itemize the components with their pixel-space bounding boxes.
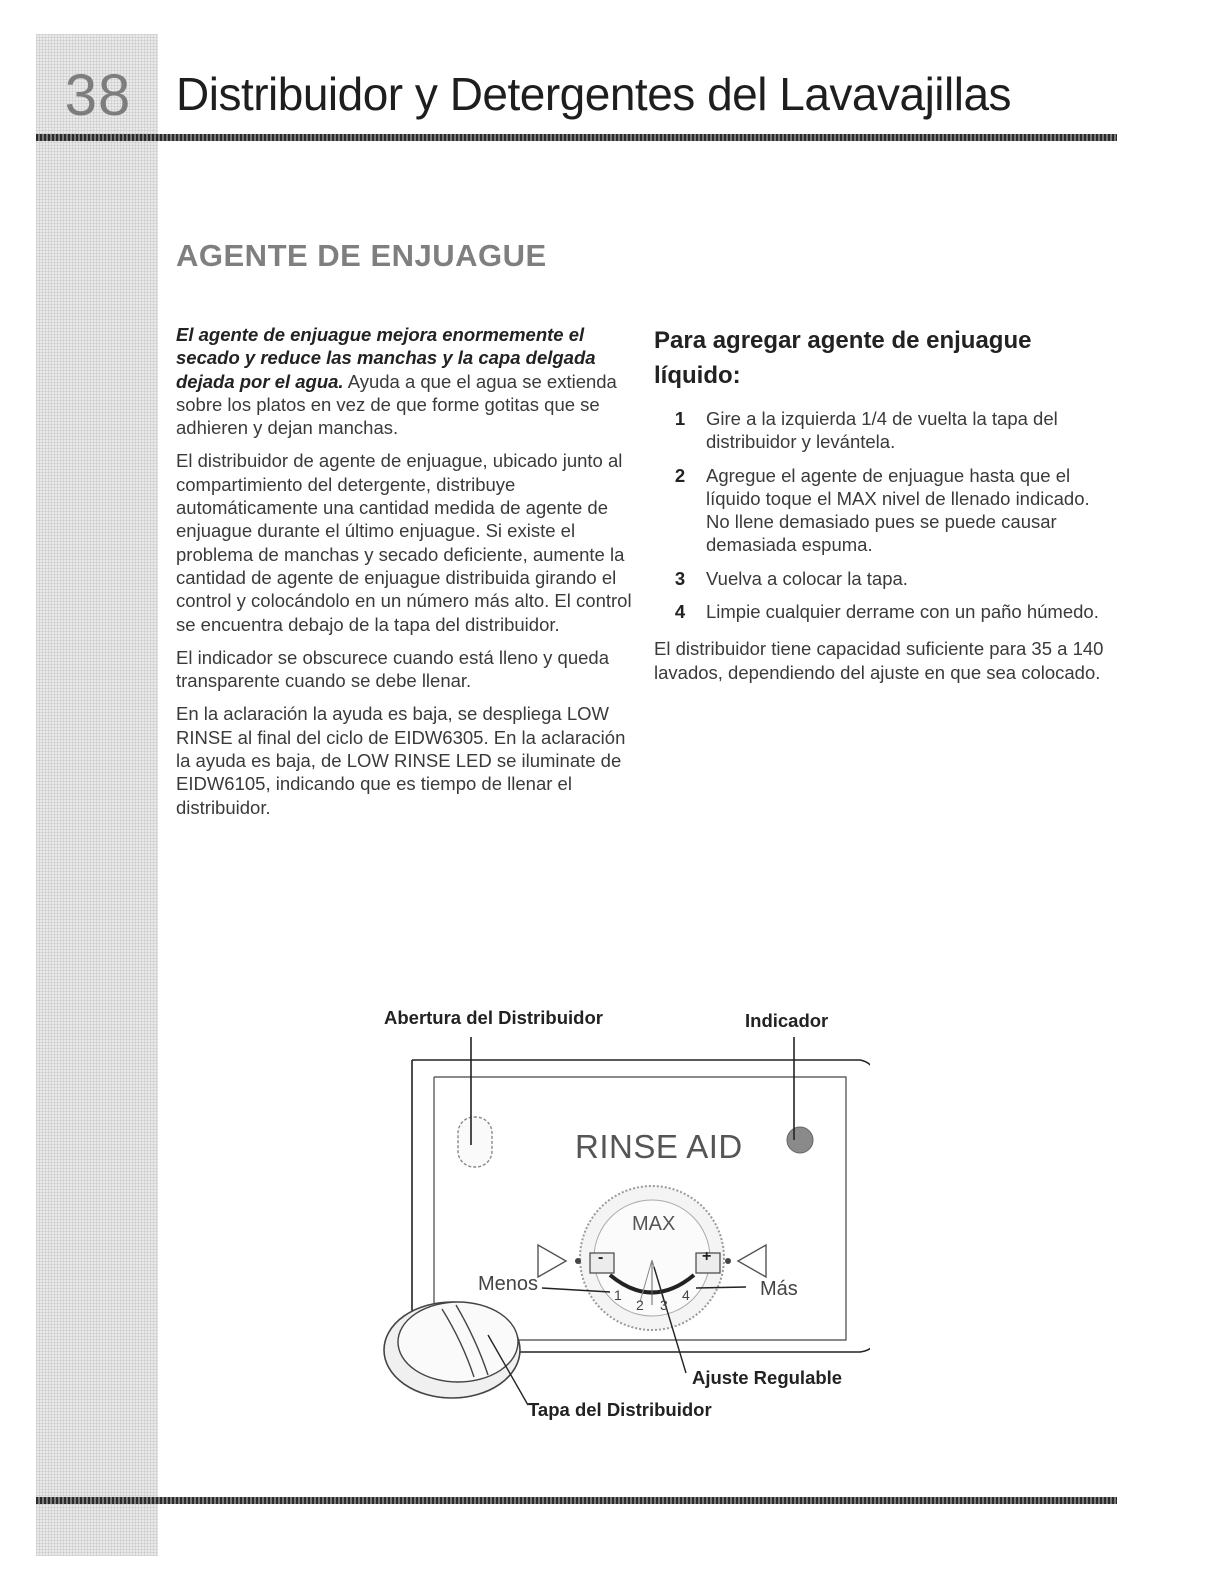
indicator-paragraph: El indicador se obscurece cuando está lleno y queda transparente cuando se debe llenar. — [176, 646, 609, 692]
header-rule — [36, 134, 1117, 141]
low-rinse-paragraph: En la aclaración la ayuda es baja, se despliega LOW RINSE al final del ciclo de EIDW6305. En la aclaración la ayuda es baja, de LOW RINSE LED se iluminate de EIDW6105, indicando que es tiempo de llenar el distribuidor. — [176, 703, 626, 818]
page-title: Distribuidor y Detergentes del Lavavajillas — [176, 68, 1012, 120]
indicator-icon — [787, 1127, 813, 1153]
cap-label: Tapa del Distribuidor — [528, 1399, 712, 1420]
less-label: Menos — [478, 1273, 539, 1295]
more-leader-line — [696, 1287, 746, 1288]
step-number: 4 — [674, 601, 686, 623]
minus-sign: - — [598, 1249, 604, 1266]
list-item — [654, 407, 1104, 454]
right-column — [654, 323, 1104, 684]
decorative-side-band — [36, 34, 158, 1556]
list-item — [654, 567, 1104, 590]
max-label: MAX — [632, 1213, 676, 1235]
capacity-note: El distribuidor tiene capacidad suficiente para 35 a 140 lavados, dependiendo del ajuste en que sea colocado. — [654, 638, 1104, 683]
left-arrow-icon — [538, 1245, 566, 1277]
intro-bold-text: El agente de enjuague mejora enormemente el secado y reduce las manchas y la capa delgada dejada por el agua. — [176, 324, 596, 392]
step-text: Vuelva a colocar la tapa. — [706, 567, 908, 589]
adjust-label: Ajuste Regulable — [692, 1367, 843, 1388]
step-text: Gire a la izquierda 1/4 de vuelta la tapa del distribuidor y levántela. — [706, 408, 1058, 453]
step-text: Limpie cualquier derrame con un paño húmedo. — [706, 601, 1099, 623]
right-arrow-icon — [738, 1245, 766, 1277]
page-number: 38 — [64, 63, 132, 128]
rinse-aid-diagram — [370, 1005, 870, 1425]
step-text: Agregue el agente de enjuague hasta que el líquido toque el MAX nivel de llenado indicado. No llene demasiado pues se puede causar demasiada espuma. — [706, 464, 1090, 556]
left-dot — [575, 1258, 581, 1264]
left-column — [176, 323, 640, 829]
intro-body-text: Ayuda a que el agua se extienda sobre los platos en vez de que forme gotitas que se adhieren y dejan manchas. — [176, 370, 617, 439]
section-title: AGENTE DE ENJUAGUE — [176, 238, 547, 273]
diagram-drawing — [370, 1005, 870, 1425]
more-label: Más — [760, 1278, 798, 1300]
step-number: 2 — [674, 464, 686, 486]
dial-number-3: 3 — [660, 1297, 668, 1313]
plus-sign: + — [702, 1248, 712, 1265]
dispenser-paragraph: El distribuidor de agente de enjuague, ubicado junto al compartimiento del detergente, distribuye automáticamente una cantidad medida de agente de enjuague durante el último enjuague. Si existe el problema de manchas y secado deficiente, aumente la cantidad de agente de enjuague distribuida girando el control y colocándolo en un número más alto. El control se encuentra debajo de la tapa del distribuidor. — [176, 450, 632, 635]
list-item — [654, 600, 1104, 623]
rinse-aid-label: RINSE AID — [575, 1128, 743, 1165]
dial-number-1: 1 — [614, 1287, 622, 1303]
step-number: 3 — [674, 567, 686, 589]
list-item — [654, 464, 1104, 557]
step-number: 1 — [674, 408, 686, 429]
indicator-label: Indicador — [745, 1010, 829, 1031]
right-dot — [725, 1258, 731, 1264]
instructions-heading: Para agregar agente de enjuague líquido: — [654, 327, 1032, 389]
dial-number-2: 2 — [636, 1297, 644, 1313]
intro-paragraph — [176, 323, 640, 439]
dial-number-4: 4 — [682, 1287, 690, 1303]
footer-rule — [36, 1497, 1117, 1504]
opening-icon — [458, 1117, 492, 1167]
instructions-list — [654, 407, 1104, 623]
opening-label: Abertura del Distribuidor — [384, 1007, 603, 1028]
cap-top — [398, 1302, 518, 1382]
